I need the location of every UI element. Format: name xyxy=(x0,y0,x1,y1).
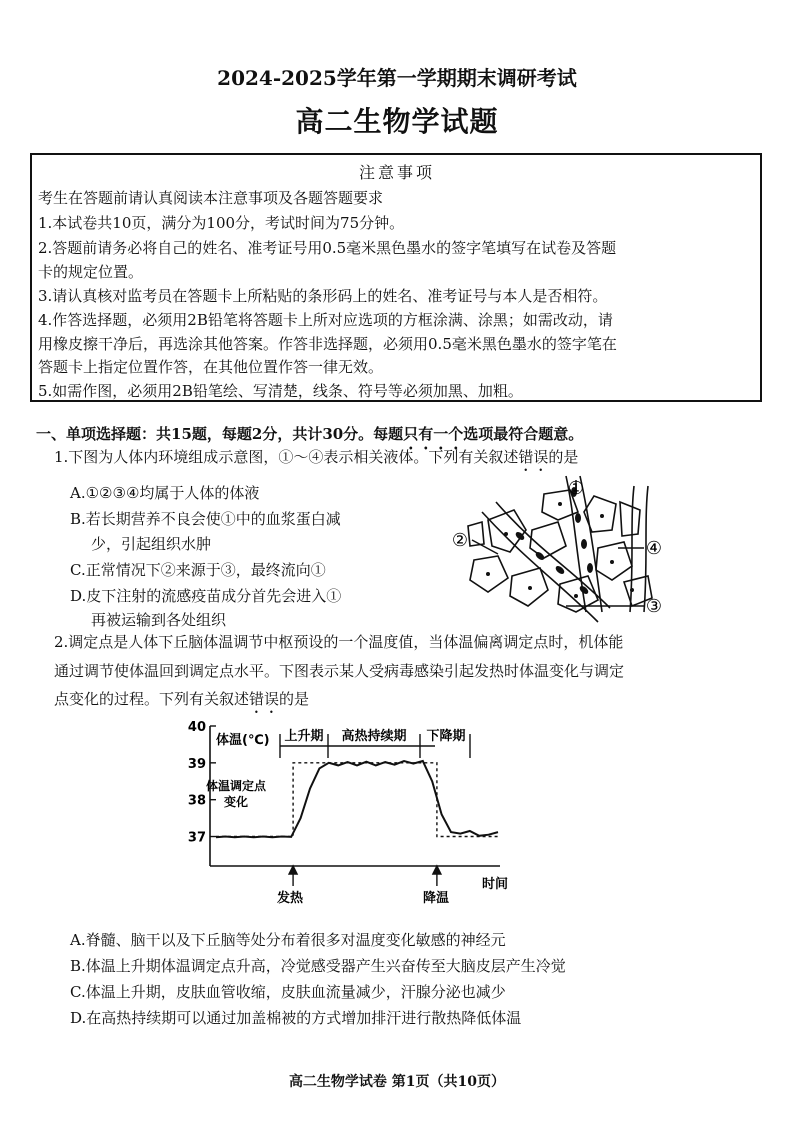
question-2-stem: 点变化的过程。下列有关叙述错误的是 xyxy=(54,690,310,708)
section-heading: 一、单项选择题：共15题，每题2分，共计30分。每题只有一个选项最符合题意。 xyxy=(36,425,584,443)
phase-label-fall: 下降期 xyxy=(426,729,466,744)
notice-line: 答题卡上指定位置作答，在其他位置作答一律无效。 xyxy=(38,358,384,376)
figure-label-3: ③ xyxy=(645,596,663,617)
exam-title: 2024-2025学年第一学期期末调研考试 xyxy=(217,66,577,90)
internal-environment-diagram xyxy=(448,472,698,624)
body-temperature-line xyxy=(216,761,498,837)
event-label-cooling: 降温 xyxy=(422,891,450,906)
notice-line: 3.请认真核对监考员在答题卡上所粘贴的条形码上的姓名、准考证号与本人是否相符。 xyxy=(38,287,608,305)
y-tick-label: 38 xyxy=(187,793,206,809)
setpoint-dashed-line xyxy=(216,763,498,837)
q2-option-c: C.体温上升期，皮肤血管收缩，皮肤血流量减少，汗腺分泌也减少 xyxy=(70,983,506,1001)
phase-label-rise: 上升期 xyxy=(284,729,324,744)
question-2-stem: 通过调节使体温回到调定点水平。下图表示某人受病毒感染引起发热时体温变化与调定 xyxy=(54,662,625,680)
x-axis-label: 时间 xyxy=(482,877,509,892)
question-1-stem: 1.下图为人体内环境组成示意图，①～④表示相关液体。下列有关叙述错误的是 xyxy=(54,448,579,466)
q1-option-a: A.①②③④均属于人体的体液 xyxy=(70,484,260,502)
figure-label-1: ① xyxy=(567,478,585,499)
y-tick-label: 39 xyxy=(187,756,206,772)
figure-label-4: ④ xyxy=(645,538,663,559)
phase-label-plateau: 高热持续期 xyxy=(341,729,407,744)
tissue-cell xyxy=(620,502,640,536)
cooling-arrowhead xyxy=(433,866,441,874)
page-footer: 高二生物学试卷 第1页（共10页） xyxy=(288,1074,506,1090)
fever-arrowhead xyxy=(289,866,297,874)
lymph-vessel-wall xyxy=(630,486,634,612)
notice-line: 5.如需作图，必须用2B铅笔绘、写清楚，线条、符号等必须加黑、加粗。 xyxy=(38,382,523,400)
setpoint-annotation-line2: 变化 xyxy=(223,795,249,809)
notice-title: 注意事项 xyxy=(358,163,435,182)
notice-line: 用橡皮擦干净后，再选涂其他答案。作答非选择题，必须用0.5毫米黑色墨水的签字笔在 xyxy=(38,335,617,353)
figure-label-2: ② xyxy=(451,530,469,551)
q2-option-a: A.脊髓、脑干以及下丘脑等处分布着很多对温度变化敏感的神经元 xyxy=(70,931,506,949)
notice-line: 卡的规定位置。 xyxy=(38,263,144,281)
q1-option-d-cont: 再被运输到各处组织 xyxy=(91,611,227,629)
tissue-cell xyxy=(488,510,526,552)
notice-line: 1.本试卷共10页，满分为100分，考试时间为75分钟。 xyxy=(38,214,405,232)
notice-intro: 考生在答题前请认真阅读本注意事项及各题答题要求 xyxy=(38,189,384,207)
y-tick-label: 37 xyxy=(187,830,206,846)
question-2-stem: 2.调定点是人体下丘脑体温调节中枢预设的一个温度值，当体温偏离调定点时，机体能 xyxy=(54,633,624,651)
q2-option-d: D.在高热持续期可以通过加盖棉被的方式增加排汗进行散热降低体温 xyxy=(70,1009,522,1027)
notice-line: 2.答题前请务必将自己的姓名、准考证号用0.5毫米黑色墨水的签字笔填写在试卷及答题 xyxy=(38,239,617,257)
q1-option-d: D.皮下注射的流感疫苗成分首先会进入① xyxy=(70,587,342,605)
y-axis-label: 体温(℃) xyxy=(216,733,270,748)
q1-option-b: B.若长期营养不良会使①中的血浆蛋白减 xyxy=(70,510,341,528)
setpoint-annotation-line1: 体温调定点 xyxy=(205,779,267,793)
notice-line: 4.作答选择题，必须用2B铅笔将答题卡上所对应选项的方框涂满、涂黑；如需改动，请 xyxy=(38,311,613,329)
subject-title: 高二生物学试题 xyxy=(295,105,499,138)
q1-option-c: C.正常情况下②来源于③，最终流向① xyxy=(70,561,326,579)
y-tick-label: 40 xyxy=(187,720,206,735)
q2-option-b: B.体温上升期体温调定点升高，冷觉感受器产生兴奋传至大脑皮层产生冷觉 xyxy=(70,957,566,975)
fever-chart xyxy=(180,718,520,910)
q1-option-b-cont: 少，引起组织水肿 xyxy=(91,535,212,553)
event-label-fever: 发热 xyxy=(276,891,304,906)
